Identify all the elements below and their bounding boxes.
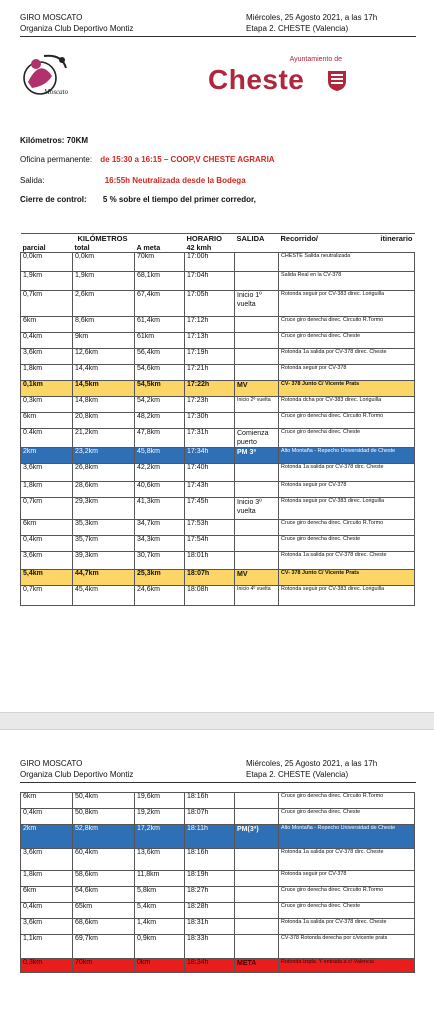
cheste-logo (208, 56, 348, 100)
horario-cell: 17:04h (185, 272, 235, 291)
horario-cell: 17:21h (185, 365, 235, 381)
horario-cell: 17:31h (185, 429, 235, 448)
recorrido-cell: Rotonda izqda. Y entrada a c/ Valencia (279, 959, 415, 973)
salida-cell: Inicio 4º vuelta (235, 586, 279, 606)
parcial-cell: 0,4km (21, 536, 73, 552)
info-cierre: Cierre de control: 5 % sobre el tiempo del primer corredor, (20, 195, 256, 204)
salida-cell (235, 253, 279, 272)
recorrido-cell: Rotonda seguir por CV-383 direc. Loriguilla (279, 586, 415, 606)
parcial-cell: 6km (21, 520, 73, 536)
col-km-header: KILÓMETROS (21, 234, 185, 244)
horario-cell: 18:08h (185, 586, 235, 606)
total-cell: 44,7km (73, 570, 135, 586)
parcial-cell: 0,3km (21, 397, 73, 413)
table-row (21, 935, 415, 959)
parcial-cell: 6km (21, 413, 73, 429)
table-row (21, 959, 415, 973)
ameta-cell: 67,4km (135, 291, 185, 317)
horario-cell: 17:30h (185, 413, 235, 429)
date-header-2 (246, 758, 377, 780)
salida-cell (235, 520, 279, 536)
table-row (21, 919, 415, 935)
horario-cell: 18:16h (185, 793, 235, 809)
col-speed-header: 42 kmh (185, 243, 235, 253)
parcial-cell: 6km (21, 793, 73, 809)
parcial-cell: 3,6km (21, 919, 73, 935)
total-cell: 65km (73, 903, 135, 919)
ameta-cell: 11,8km (135, 871, 185, 887)
table-row (21, 397, 415, 413)
logo-top-text: Ayuntamiento de (289, 56, 342, 63)
horario-cell: 17:12h (185, 317, 235, 333)
total-cell: 28,6km (73, 482, 135, 498)
org-subtitle: Organiza Club Deportivo Montiz (20, 770, 134, 779)
stage-label: Etapa 2. CHESTE (Valencia) (246, 24, 349, 33)
coat-of-arms-icon (326, 68, 348, 92)
table-row (21, 482, 415, 498)
page-separator (0, 712, 434, 730)
ameta-cell: 47,8km (135, 429, 185, 448)
recorrido-cell: Alto Montaña - Repecho Universidad de Cheste (279, 825, 415, 849)
ameta-cell: 0,9km (135, 935, 185, 959)
total-cell: 50,4km (73, 793, 135, 809)
salida-cell: Inicio 2º vuelta (235, 397, 279, 413)
ameta-cell: 17,2km (135, 825, 185, 849)
ameta-cell: 56,4km (135, 349, 185, 365)
table-row (21, 464, 415, 482)
recorrido-cell: Rotonda seguir por CV-378 (279, 482, 415, 498)
oficina-value: de 15:30 a 16:15 – COOP,V CHESTE AGRARIA (100, 155, 275, 164)
horario-cell: 18:28h (185, 903, 235, 919)
salida-cell (235, 809, 279, 825)
parcial-cell: 0.4km (21, 429, 73, 448)
ameta-cell: 5,4km (135, 903, 185, 919)
recorrido-cell: Cruce giro derecha direc. Cheste (279, 429, 415, 448)
giro-moscato-logo (22, 52, 84, 98)
recorrido-cell: Cruce giro derecha direc. Cheste (279, 903, 415, 919)
col-ameta-header: A meta (135, 243, 185, 253)
info-salida: Salida: 16:55h Neutralizada desde la Bodega (20, 176, 246, 185)
parcial-cell: 6km (21, 887, 73, 903)
table-row (21, 498, 415, 520)
salida-cell (235, 413, 279, 429)
recorrido-cell: Rotonda seguir por CV-378 (279, 871, 415, 887)
ameta-cell: 61km (135, 333, 185, 349)
recorrido-cell: Cruce giro derecha direc. Cheste (279, 333, 415, 349)
col-total-header: total (73, 243, 135, 253)
salida-cell: PM 3ª (235, 448, 279, 464)
table-row (21, 887, 415, 903)
table-row (21, 809, 415, 825)
horario-cell: 18:16h (185, 849, 235, 871)
total-cell: 20,8km (73, 413, 135, 429)
recorrido-cell: Rotonda 1a salida por CV-378 direc. Cheste (279, 919, 415, 935)
table-row (21, 849, 415, 871)
parcial-cell: 3,6km (21, 464, 73, 482)
ameta-cell: 34,3km (135, 536, 185, 552)
total-cell: 39,3km (73, 552, 135, 570)
recorrido-cell: Rotonda dcha por CV-383 direc. Loriguilla (279, 397, 415, 413)
total-cell: 14,8km (73, 397, 135, 413)
recorrido-cell: Rotonda seguir por CV-383 direc. Loriguilla (279, 291, 415, 317)
recorrido-cell: Alto Montaña - Repecho Universidad de Cheste (279, 448, 415, 464)
table-row (21, 429, 415, 448)
ameta-cell: 13,6km (135, 849, 185, 871)
stage-label: Etapa 2. CHESTE (Valencia) (246, 770, 349, 779)
table-row (21, 871, 415, 887)
ameta-cell: 54,5km (135, 381, 185, 397)
parcial-cell: 1,8km (21, 365, 73, 381)
total-cell: 1,9km (73, 272, 135, 291)
total-cell: 23,2km (73, 448, 135, 464)
total-cell: 2,6km (73, 291, 135, 317)
salida-cell: Inicio 3º vuelta (235, 498, 279, 520)
ameta-cell: 25,3km (135, 570, 185, 586)
salida-cell (235, 552, 279, 570)
route-table-1 (20, 233, 415, 606)
table-row (21, 317, 415, 333)
total-cell: 64,6km (73, 887, 135, 903)
horario-cell: 17:22h (185, 381, 235, 397)
recorrido-cell: Cruce giro derecha direc. Circuito R.Tormo (279, 887, 415, 903)
recorrido-cell: Rotonda 1a salida por CV-378 dirc. Cheste (279, 849, 415, 871)
event-date: Miércoles, 25 Agosto 2021, a las 17h (246, 13, 378, 22)
horario-cell: 18:01h (185, 552, 235, 570)
salida-cell (235, 849, 279, 871)
parcial-cell: 2km (21, 448, 73, 464)
table-row (21, 448, 415, 464)
salida-cell (235, 887, 279, 903)
recorrido-cell: Cruce giro derecha direc. Circuito R.Tormo (279, 413, 415, 429)
salida-cell (235, 536, 279, 552)
recorrido-cell: CV- 378 Junto C/ Vicente Prats (279, 381, 415, 397)
horario-cell: 17:34h (185, 448, 235, 464)
info-distance: Kilómetros: 70KM (20, 136, 89, 145)
org-subtitle: Organiza Club Deportivo Montiz (20, 24, 134, 33)
parcial-cell: 0,7km (21, 291, 73, 317)
ameta-cell: 54,6km (135, 365, 185, 381)
parcial-cell: 1,1km (21, 935, 73, 959)
salida-cell (235, 464, 279, 482)
org-title: GIRO MOSCATO (20, 759, 83, 768)
ameta-cell: 24,6km (135, 586, 185, 606)
parcial-cell: 2km (21, 825, 73, 849)
recorrido-cell: CHESTE Salida neutralizada (279, 253, 415, 272)
cyclist-logo-icon (22, 52, 84, 98)
parcial-cell: 0,1km (21, 381, 73, 397)
ameta-cell: 41,3km (135, 498, 185, 520)
recorrido-cell: Salida Real en la CV-378 (279, 272, 415, 291)
salida-cell (235, 935, 279, 959)
horario-cell: 18:11h (185, 825, 235, 849)
horario-cell: 17:54h (185, 536, 235, 552)
table-row (21, 793, 415, 809)
total-cell: 69,7km (73, 935, 135, 959)
ameta-cell: 0km (135, 959, 185, 973)
horario-cell: 18:19h (185, 871, 235, 887)
table-row (21, 291, 415, 317)
table-row (21, 903, 415, 919)
table-row (21, 552, 415, 570)
salida-cell: PM(3ª) (235, 825, 279, 849)
total-cell: 29,3km (73, 498, 135, 520)
parcial-cell: 5,4km (21, 570, 73, 586)
horario-cell: 17:40h (185, 464, 235, 482)
parcial-cell: 0,4km (21, 903, 73, 919)
table-row (21, 333, 415, 349)
total-cell: 52,8km (73, 825, 135, 849)
recorrido-cell: Cruce giro derecha direc. Circuito R.Tormo (279, 317, 415, 333)
table-row (21, 536, 415, 552)
parcial-cell: 3,6km (21, 349, 73, 365)
route-table-2 (20, 792, 415, 973)
salida-cell (235, 903, 279, 919)
salida-cell: Inicio 1º vuelta (235, 291, 279, 317)
col-salida-header: SALIDA (235, 234, 279, 244)
salida-cell (235, 793, 279, 809)
table-row (21, 413, 415, 429)
salida-cell: META (235, 959, 279, 973)
total-cell: 70km (73, 959, 135, 973)
recorrido-cell: Rotonda 1a salida por CV-378 direc. Cheste (279, 552, 415, 570)
salida-cell (235, 365, 279, 381)
parcial-cell: 1,8km (21, 871, 73, 887)
ameta-cell: 68,1km (135, 272, 185, 291)
organizer-header-2 (20, 758, 133, 780)
horario-cell: 17:05h (185, 291, 235, 317)
total-cell: 68,6km (73, 919, 135, 935)
table-row (21, 349, 415, 365)
ameta-cell: 54,2km (135, 397, 185, 413)
org-title: GIRO MOSCATO (20, 13, 83, 22)
logo-name: Cheste (208, 64, 305, 95)
total-cell: 45,4km (73, 586, 135, 606)
info-oficina: Oficina permanente: de 15:30 a 16:15 – COOP,V CHESTE AGRARIA (20, 155, 275, 164)
horario-cell: 18:07h (185, 809, 235, 825)
salida-cell (235, 482, 279, 498)
total-cell: 35,7km (73, 536, 135, 552)
salida-cell (235, 333, 279, 349)
document-page-2 (0, 730, 434, 1024)
ameta-cell: 30,7km (135, 552, 185, 570)
parcial-cell: 6km (21, 317, 73, 333)
total-cell: 50,8km (73, 809, 135, 825)
table-subheader-row (21, 243, 415, 253)
parcial-cell: 3,6km (21, 849, 73, 871)
horario-cell: 17:23h (185, 397, 235, 413)
table-row (21, 365, 415, 381)
table-row (21, 272, 415, 291)
table-row (21, 520, 415, 536)
total-cell: 0,0km (73, 253, 135, 272)
total-cell: 12,6km (73, 349, 135, 365)
table-row (21, 586, 415, 606)
ameta-cell: 19,6km (135, 793, 185, 809)
salida-cell (235, 272, 279, 291)
table-row (21, 570, 415, 586)
total-cell: 9km (73, 333, 135, 349)
ameta-cell: 40,6km (135, 482, 185, 498)
salida-cell: MV (235, 381, 279, 397)
recorrido-cell: Rotonda 1a salida por CV-378 dirc. Cheste (279, 464, 415, 482)
total-cell: 35,3km (73, 520, 135, 536)
horario-cell: 18:27h (185, 887, 235, 903)
ameta-cell: 5,8km (135, 887, 185, 903)
salida-cell (235, 919, 279, 935)
horario-cell: 18:33h (185, 935, 235, 959)
total-cell: 14,5km (73, 381, 135, 397)
parcial-cell: 0,7km (21, 586, 73, 606)
parcial-cell: 3,6km (21, 552, 73, 570)
recorrido-cell: Cruce giro derecha direc. Cheste (279, 809, 415, 825)
salida-cell (235, 317, 279, 333)
total-cell: 14,4km (73, 365, 135, 381)
ameta-cell: 19,2km (135, 809, 185, 825)
total-cell: 58,6km (73, 871, 135, 887)
recorrido-cell: Cruce giro derecha direc. Circuito R.Tormo (279, 793, 415, 809)
table-header-row (21, 234, 415, 244)
organizer-header (20, 12, 133, 34)
horario-cell: 17:53h (185, 520, 235, 536)
total-cell: 60,4km (73, 849, 135, 871)
recorrido-cell: Rotonda seguir por CV-378 (279, 365, 415, 381)
recorrido-cell: Cruce giro derecha direc. Circuito R.Tormo (279, 520, 415, 536)
svg-text:Moscato: Moscato (44, 88, 69, 96)
parcial-cell: 0,0km (21, 253, 73, 272)
header-divider (20, 36, 416, 37)
event-date: Miércoles, 25 Agosto 2021, a las 17h (246, 759, 378, 768)
total-cell: 8,6km (73, 317, 135, 333)
salida-cell: Comienza puerto (235, 429, 279, 448)
cierre-value: 5 % sobre el tiempo del primer corredor, (102, 195, 256, 204)
horario-cell: 18:31h (185, 919, 235, 935)
parcial-cell: 0,4km (21, 333, 73, 349)
salida-cell (235, 349, 279, 365)
ameta-cell: 1,4km (135, 919, 185, 935)
ameta-cell: 70km (135, 253, 185, 272)
table-row (21, 381, 415, 397)
date-header (246, 12, 377, 34)
col-horario-header: HORARIO (185, 234, 235, 244)
ameta-cell: 42,2km (135, 464, 185, 482)
recorrido-cell: Cruce giro derecha direc. Cheste (279, 536, 415, 552)
horario-cell: 17:45h (185, 498, 235, 520)
ameta-cell: 61,4km (135, 317, 185, 333)
col-recorrido-header: Recorrido/ itinerario (280, 234, 413, 243)
parcial-cell: 0,4km (21, 809, 73, 825)
salida-value: 16:55h Neutralizada desde la Bodega (104, 176, 246, 185)
parcial-cell: 0,7km (21, 498, 73, 520)
ameta-cell: 48,2km (135, 413, 185, 429)
header-divider-2 (20, 782, 416, 783)
total-cell: 26,8km (73, 464, 135, 482)
recorrido-cell: Rotonda seguir por CV-383 direc. Loriguilla (279, 498, 415, 520)
horario-cell: 18:34h (185, 959, 235, 973)
table-row (21, 253, 415, 272)
parcial-cell: 1,8km (21, 482, 73, 498)
horario-cell: 17:19h (185, 349, 235, 365)
recorrido-cell: Rotonda 1a salida por CV-378 direc. Cheste (279, 349, 415, 365)
horario-cell: 17:13h (185, 333, 235, 349)
total-cell: 21,2km (73, 429, 135, 448)
col-parcial-header: parcial (21, 243, 73, 253)
horario-cell: 17:00h (185, 253, 235, 272)
ameta-cell: 34,7km (135, 520, 185, 536)
horario-cell: 18:07h (185, 570, 235, 586)
parcial-cell: 1,9km (21, 272, 73, 291)
salida-cell: MV (235, 570, 279, 586)
ameta-cell: 45,8km (135, 448, 185, 464)
salida-cell (235, 871, 279, 887)
recorrido-cell: CV- 378 Junto C/ Vicente Prats (279, 570, 415, 586)
table-row (21, 825, 415, 849)
parcial-cell: 0,3km (21, 959, 73, 973)
recorrido-cell: CV-378 Rotonda derecha por c/vicente prats (279, 935, 415, 959)
horario-cell: 17:43h (185, 482, 235, 498)
